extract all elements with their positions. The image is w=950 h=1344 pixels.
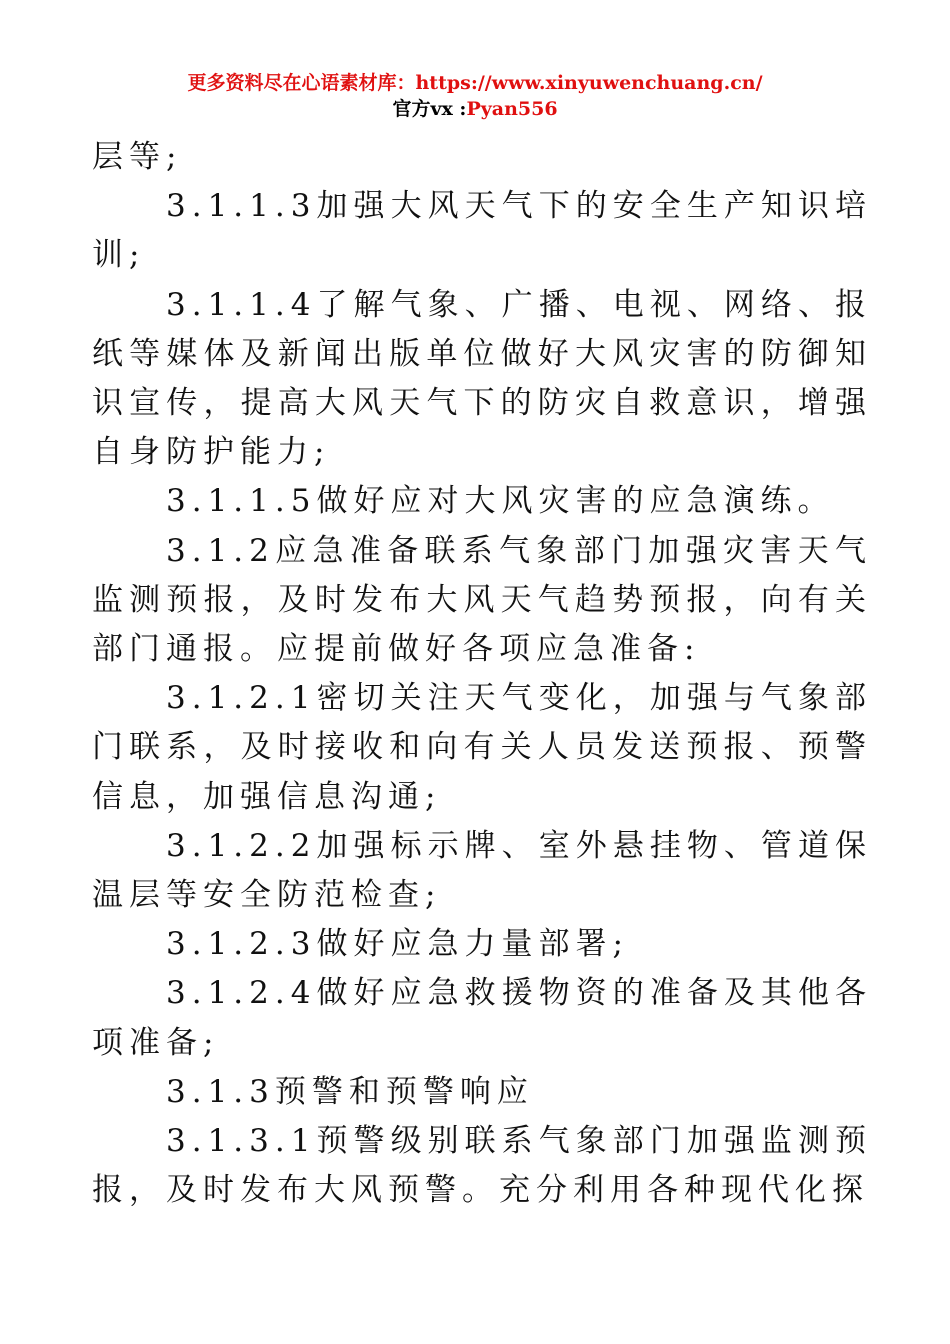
body-paragraph: 3.1.1.4了解气象、广播、电视、网络、报纸等媒体及新闻出版单位做好大风灾害的防御知识宣传，提高大风天气下的防灾自救意识，增强自身防护能力; xyxy=(92,286,872,471)
document-body xyxy=(92,133,872,1215)
body-paragraph: 3.1.2应急准备联系气象部门加强灾害天气监测预报，及时发布大风天气趋势预报，向有关部门通报。应提前做好各项应急准备: xyxy=(92,532,872,668)
header-contact-prefix: 官方vx : xyxy=(392,98,467,120)
header-contact-id: Pyan556 xyxy=(466,98,558,120)
body-paragraph: 3.1.2.1密切关注天气变化，加强与气象部门联系，及时接收和向有关人员发送预报、预警信息，加强信息沟通; xyxy=(92,680,872,815)
header-promo-line: 更多资料尽在心语素材库：https://www.xinyuwenchuang.cn/ xyxy=(187,72,763,94)
page-header xyxy=(0,70,950,122)
body-paragraph: 3.1.3.1预警级别联系气象部门加强监测预报，及时发布大风预警。充分利用各种现代化探 xyxy=(92,1123,872,1209)
body-paragraph: 3.1.1.5做好应对大风灾害的应急演练。 xyxy=(166,483,835,520)
body-paragraph: 3.1.2.3做好应急力量部署; xyxy=(166,926,629,963)
body-paragraph: 3.1.1.3加强大风天气下的安全生产知识培训; xyxy=(92,188,872,274)
header-contact-line xyxy=(0,96,950,122)
body-paragraph: 3.1.2.4做好应急救援物资的准备及其他各项准备; xyxy=(92,975,872,1061)
body-paragraph: 层等; xyxy=(92,139,183,175)
body-paragraph: 3.1.2.2加强标示牌、室外悬挂物、管道保温层等安全防范检查; xyxy=(92,827,872,914)
body-paragraph: 3.1.3预警和预警响应 xyxy=(166,1073,534,1110)
